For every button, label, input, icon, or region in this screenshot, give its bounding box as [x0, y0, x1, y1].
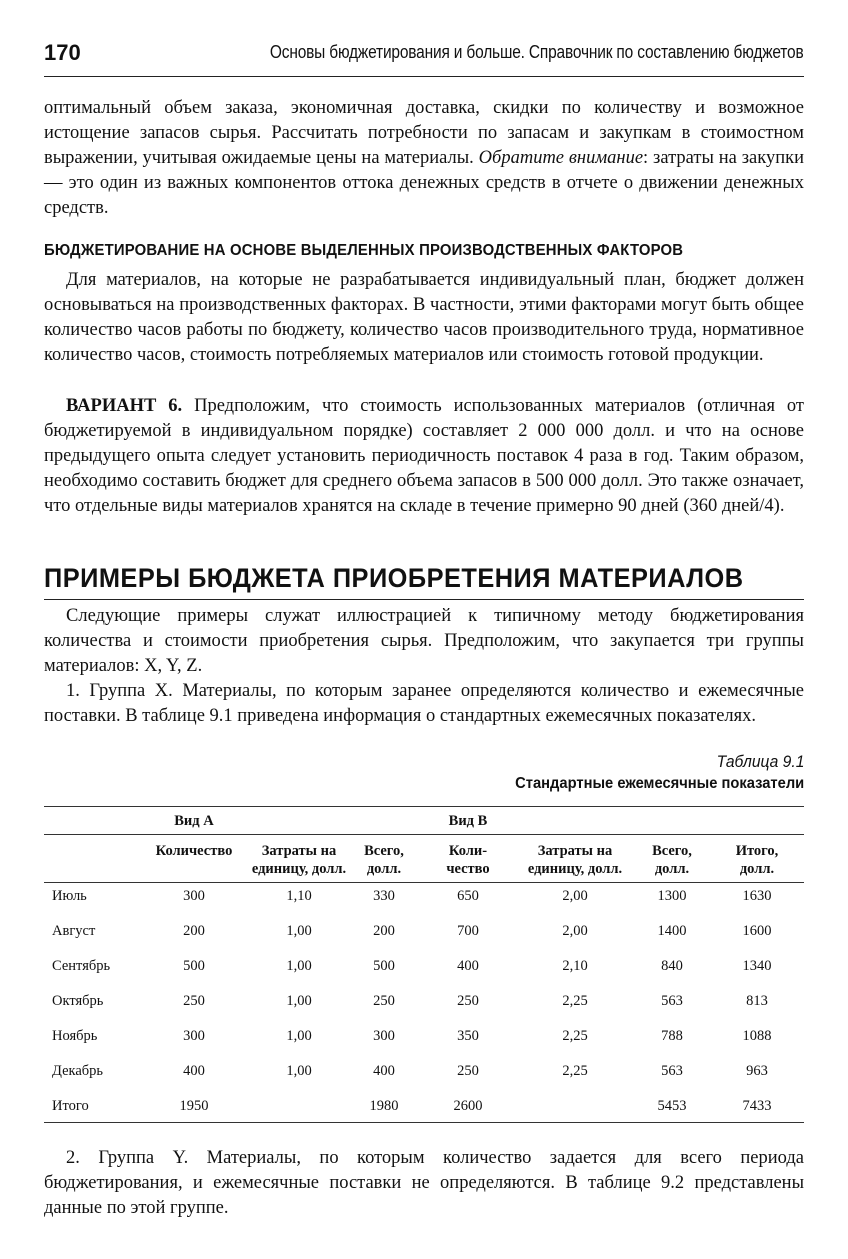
- chapter-heading-examples: ПРИМЕРЫ БЮДЖЕТА ПРИОБРЕТЕНИЯ МАТЕРИАЛОВ: [44, 563, 744, 593]
- variant-label: ВАРИАНТ 6.: [66, 396, 183, 416]
- cell-qty-b: 350: [457, 1028, 479, 1044]
- col-header-unit-cost-a: [242, 842, 356, 878]
- cell-month: Август: [52, 923, 96, 939]
- table-title: Стандартные ежемесячные показатели: [514, 775, 804, 792]
- col-header-qty-b-line2: чество: [446, 861, 490, 877]
- cell-total-a: 250: [373, 993, 395, 1009]
- table-rule-header: [44, 882, 804, 883]
- list-item-group-y-text: 2. Группа Y. Материалы, по которым количество задается для всего периода бюджетирования, и ежемесячные поставки не определяются. В таблице 9.2 представлены данные по этой группе.: [44, 1148, 804, 1218]
- cell-total-b: 788: [661, 1028, 683, 1044]
- cell-qty-a: 300: [183, 1028, 205, 1044]
- col-header-unit-cost-b-line1: Затраты на: [537, 843, 613, 859]
- paragraph-intro-text-a: оптимальный объем заказа, экономичная доставка, скидки по количеству и возможное истощение запасов сырья. Рассчитать потребности по запасам и закупкам в стоимостном выражении, учитывая ожидаемые цены на материалы.: [44, 98, 804, 168]
- group-header-b: Вид В: [448, 813, 488, 829]
- cell-unit-cost-b: 2,25: [562, 1028, 588, 1044]
- col-header-qty-b: [434, 842, 502, 878]
- table-rule-group: [44, 834, 804, 835]
- col-header-qty-b-line1: Коли-: [448, 843, 488, 859]
- cell-unit-cost-b: 2,10: [562, 958, 588, 974]
- paragraph-intro-emphasis: Обратите внимание: [478, 148, 644, 168]
- cell-total-a: 400: [373, 1063, 395, 1079]
- col-header-grand-total-line2: долл.: [739, 861, 775, 877]
- group-header-a: Вид А: [174, 813, 214, 829]
- paragraph-intro: [44, 96, 804, 221]
- cell-grand-total: 1630: [742, 888, 772, 904]
- cell-unit-cost-b: 2,00: [562, 923, 588, 939]
- cell-qty-a: 500: [183, 958, 205, 974]
- cell-qty-a: 400: [183, 1063, 205, 1079]
- paragraph-examples-text: Следующие примеры служат иллюстрацией к типичному методу бюджетирования количества и стоимости приобретения сырья. Предположим, что закупается три группы материалов: X, Y, Z.: [44, 606, 804, 676]
- cell-month: Октябрь: [52, 993, 104, 1009]
- cell-total-a: 330: [373, 888, 395, 904]
- cell-unit-cost-a: 1,00: [286, 923, 312, 939]
- cell-total-b: 5453: [657, 1098, 687, 1114]
- table-label: Таблица 9.1: [716, 752, 804, 771]
- cell-qty-a: 200: [183, 923, 205, 939]
- list-item-group-x-text: 1. Группа X. Материалы, по которым заранее определяются количество и ежемесячные поставки. В таблице 9.1 приведена информация о стандартных ежемесячных показателях.: [44, 681, 804, 726]
- table-rule-bottom: [44, 1122, 804, 1123]
- col-header-total-b: [640, 842, 704, 878]
- cell-grand-total: 1088: [742, 1028, 772, 1044]
- col-header-total-a-line1: Всего,: [364, 843, 404, 859]
- cell-unit-cost-a: 1,10: [286, 888, 312, 904]
- cell-grand-total: 1600: [742, 923, 772, 939]
- cell-qty-b: 700: [457, 923, 479, 939]
- paragraph-examples: [44, 604, 804, 679]
- list-item-group-y: [44, 1146, 804, 1221]
- cell-total-a: 500: [373, 958, 395, 974]
- col-header-total-b-line1: Всего,: [652, 843, 692, 859]
- cell-unit-cost-a: 1,00: [286, 993, 312, 1009]
- paragraph-intro-text-b: : затраты на закупки — это один из важных компонентов оттока денежных средств в отчете о движении денежных средств.: [44, 148, 804, 218]
- cell-total-b: 1400: [657, 923, 687, 939]
- table-rule-top: [44, 806, 804, 807]
- cell-total-a: 300: [373, 1028, 395, 1044]
- cell-qty-a: 1950: [179, 1098, 209, 1114]
- col-header-unit-cost-a-line1: Затраты на: [261, 843, 337, 859]
- cell-qty-b: 2600: [453, 1098, 483, 1114]
- page-number: 170: [44, 40, 81, 65]
- cell-total-a: 200: [373, 923, 395, 939]
- cell-unit-cost-b: 2,00: [562, 888, 588, 904]
- col-header-grand-total: [722, 842, 792, 878]
- col-header-unit-cost-a-line2: единицу, долл.: [251, 861, 347, 877]
- cell-grand-total: 963: [746, 1063, 768, 1079]
- cell-qty-b: 400: [457, 958, 479, 974]
- cell-month: Июль: [52, 888, 87, 904]
- cell-month: Декабрь: [52, 1063, 104, 1079]
- cell-unit-cost-a: 1,00: [286, 958, 312, 974]
- col-header-total-b-line2: долл.: [654, 861, 690, 877]
- cell-month: Сентябрь: [52, 958, 111, 974]
- cell-unit-cost-a: 1,00: [286, 1028, 312, 1044]
- cell-month: Ноябрь: [52, 1028, 98, 1044]
- cell-total-b: 840: [661, 958, 683, 974]
- variant-text: Предположим, что стоимость использованных материалов (отличная от бюджетируемой в индивидуальном порядке) составляет 2 000 000 долл. и что на основе предыдущего опыта следует установить периодичность поставок 4 раза в год. Таким образом, необходимо составить бюджет для среднего объема запасов в 500 000 долл. Это также означает, что отдельные виды материалов хранятся на складе в течение примерно 90 дней (360 дней/4).: [44, 396, 804, 516]
- paragraph-factors-text: Для материалов, на которые не разрабатывается индивидуальный план, бюджет должен основываться на производственных факторах. В частности, этими факторами могут быть общее количество часов работы по бюджету, количество часов производительного труда, нормативное количество часов, стоимость потребляемых материалов или стоимость готовой продукции.: [44, 270, 804, 365]
- section-heading-factors: БЮДЖЕТИРОВАНИЕ НА ОСНОВЕ ВЫДЕЛЕННЫХ ПРОИЗВОДСТВЕННЫХ ФАКТОРОВ: [44, 242, 684, 259]
- cell-unit-cost-b: 2,25: [562, 1063, 588, 1079]
- list-item-group-x: [44, 679, 804, 729]
- col-header-grand-total-line1: Итого,: [735, 843, 779, 859]
- page-header: [44, 40, 804, 77]
- cell-grand-total: 813: [746, 993, 768, 1009]
- cell-total-b: 563: [661, 993, 683, 1009]
- cell-qty-b: 650: [457, 888, 479, 904]
- cell-unit-cost-b: 2,25: [562, 993, 588, 1009]
- cell-total-a: 1980: [369, 1098, 399, 1114]
- cell-qty-a: 300: [183, 888, 205, 904]
- cell-total-b: 1300: [657, 888, 687, 904]
- running-title: Основы бюджетирования и больше. Справочник по составлению бюджетов: [270, 42, 804, 62]
- cell-qty-b: 250: [457, 1063, 479, 1079]
- col-header-total-a: [354, 842, 414, 878]
- cell-total-b: 563: [661, 1063, 683, 1079]
- cell-qty-b: 250: [457, 993, 479, 1009]
- col-header-unit-cost-b-line2: единицу, долл.: [527, 861, 623, 877]
- cell-unit-cost-a: 1,00: [286, 1063, 312, 1079]
- col-header-qty-a: Количество: [155, 843, 233, 859]
- col-header-unit-cost-b: [514, 842, 636, 878]
- cell-month: Итого: [52, 1098, 89, 1114]
- cell-qty-a: 250: [183, 993, 205, 1009]
- cell-grand-total: 1340: [742, 958, 772, 974]
- col-header-total-a-line2: долл.: [366, 861, 402, 877]
- paragraph-variant: [44, 394, 804, 519]
- cell-grand-total: 7433: [742, 1098, 772, 1114]
- heading-rule: [44, 599, 804, 600]
- paragraph-factors: [44, 268, 804, 368]
